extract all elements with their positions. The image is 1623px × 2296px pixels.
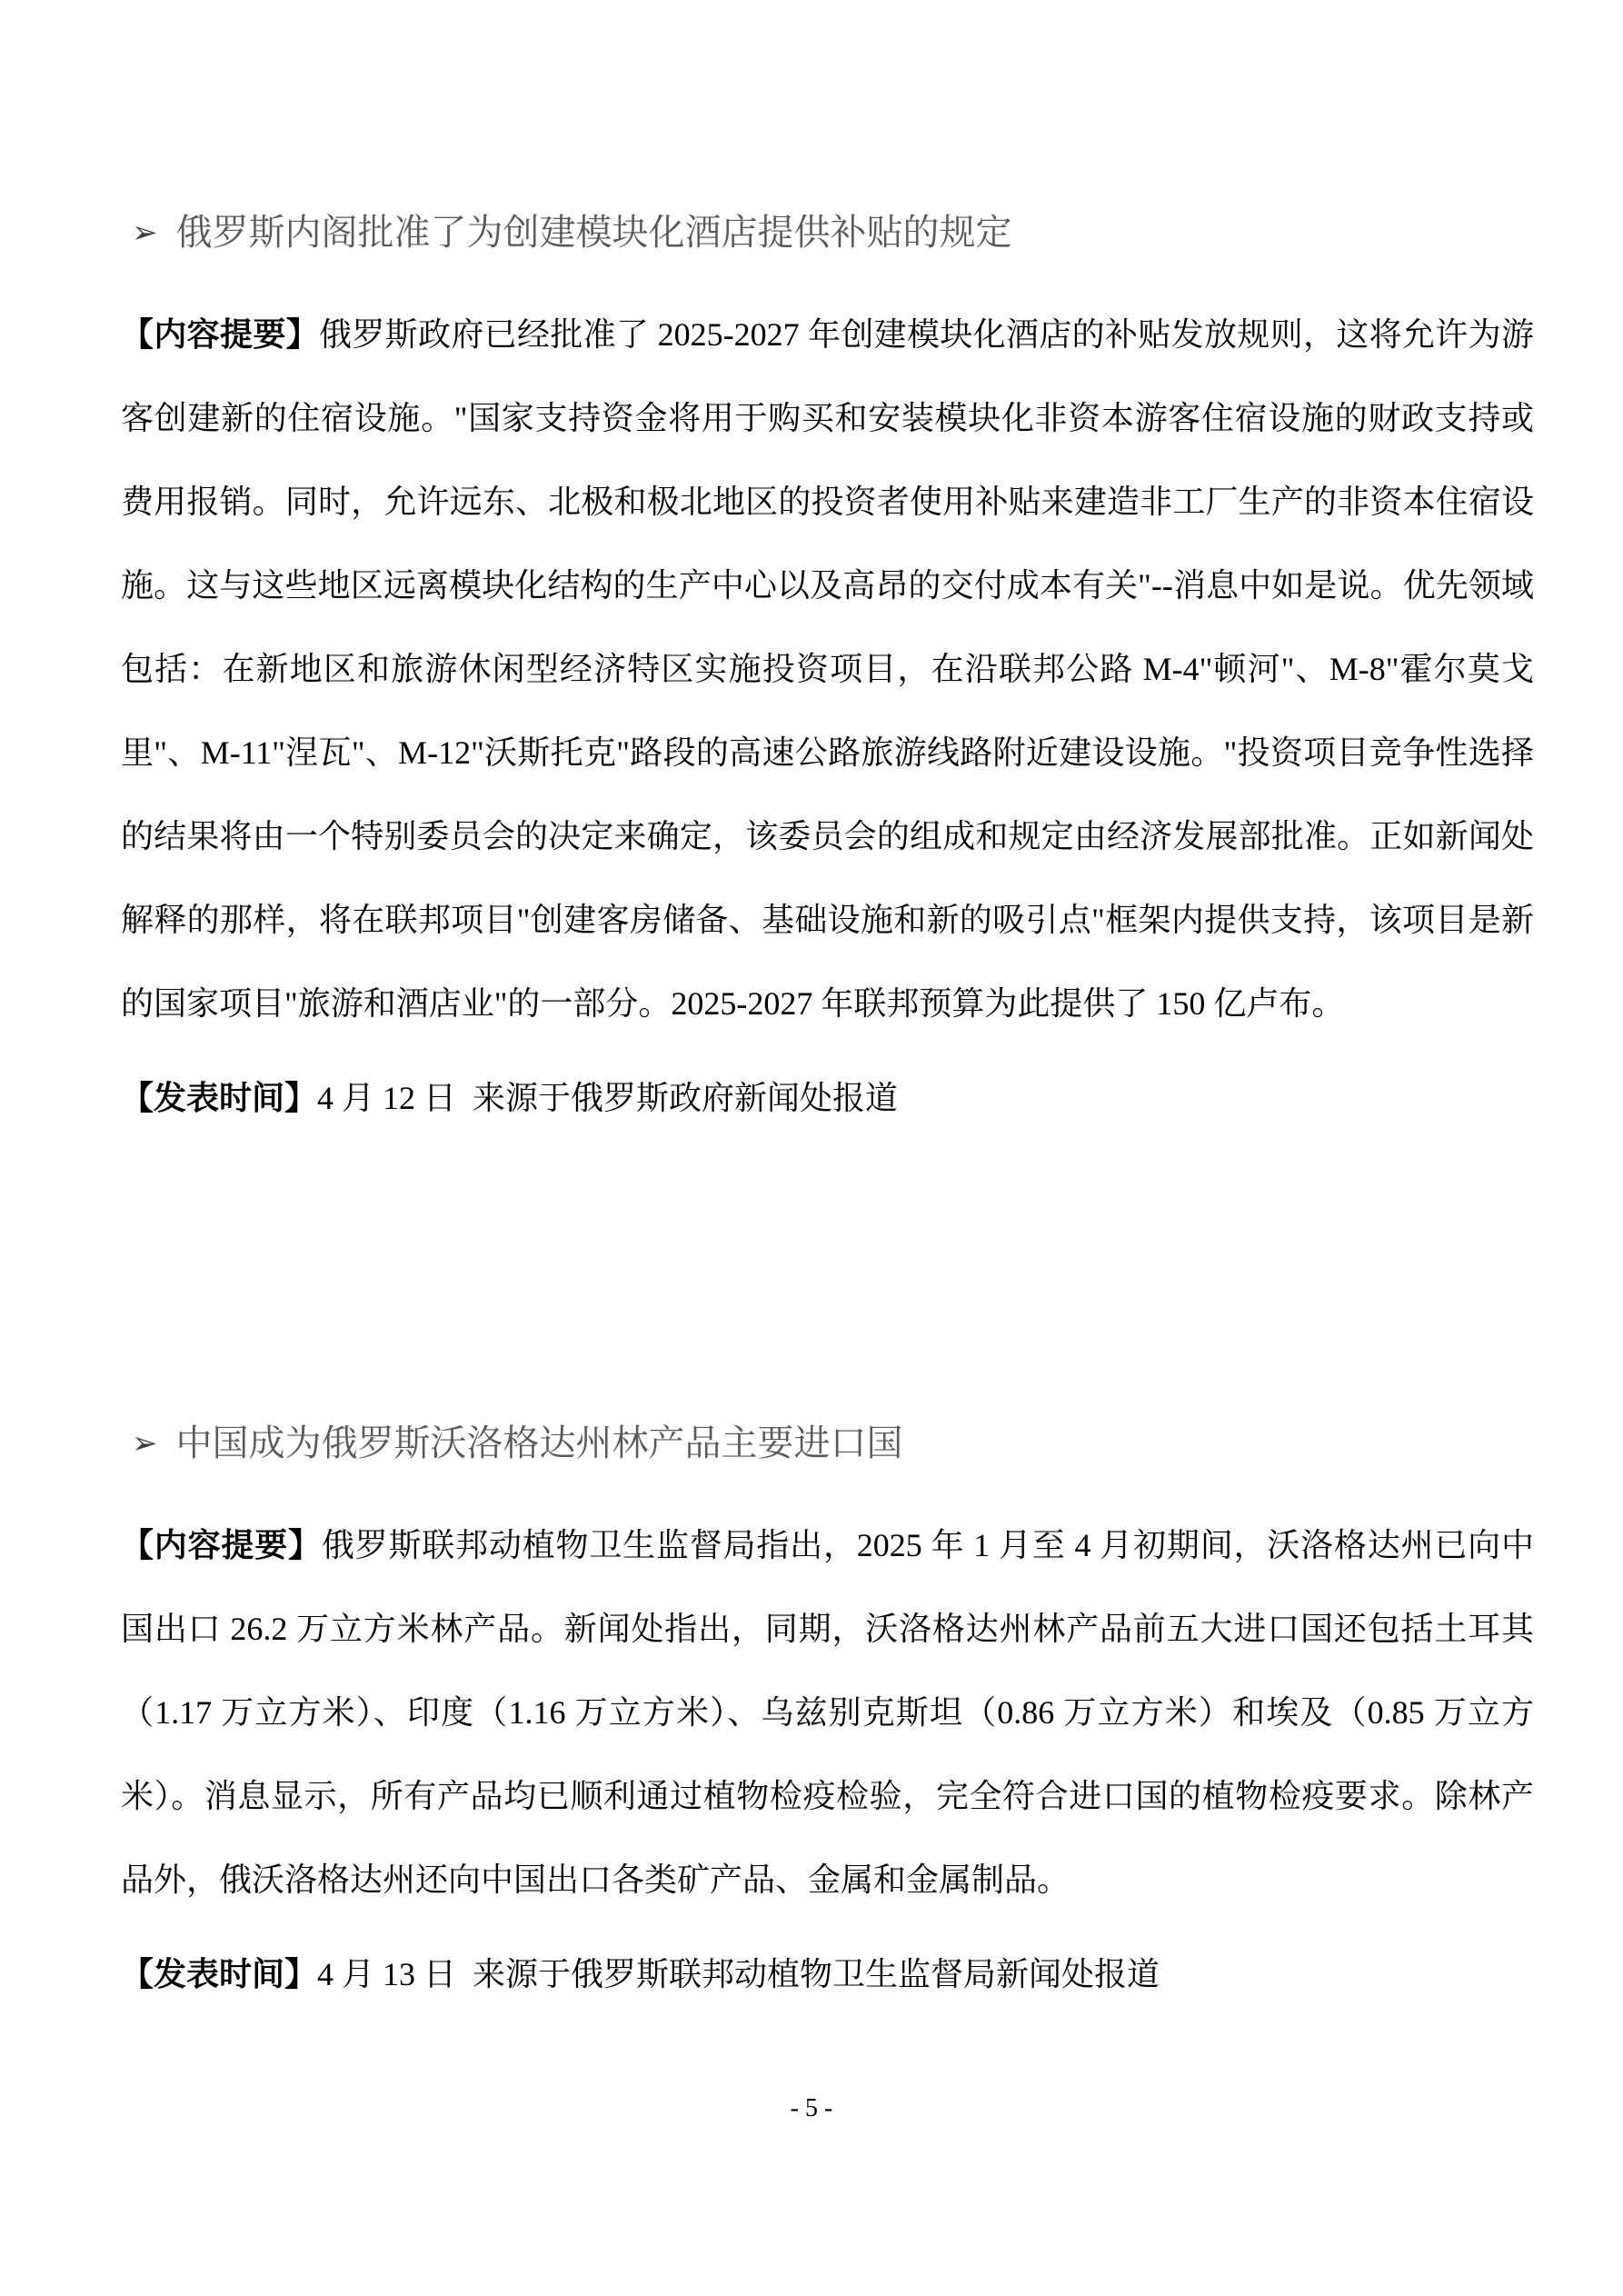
article-title: 中国成为俄罗斯沃洛格达州林产品主要进口国: [175, 1423, 903, 1463]
publish-date-text: 4 月 13 日 来源于俄罗斯联邦动植物卫生监督局新闻处报道: [317, 1956, 1160, 1992]
arrowhead-bullet-icon: ➢: [132, 1426, 158, 1461]
arrowhead-bullet-icon: ➢: [132, 215, 158, 250]
publish-date-line: [121, 1932, 1534, 2016]
summary-text: 俄罗斯政府已经批准了 2025-2027 年创建模块化酒店的补贴发放规则，这将允许为游客创建新的住宿设施。"国家支持资金将用于购买和安装模块化非资本游客住宿设施的财政支持或费用报销。同时，允许远东、北极和极北地区的投资者使用补贴来建造非工厂生产的非资本住宿设施。这与这些地区远离模块化结构的生产中心以及高昂的交付成本有关"--消息中如是说。优先领域包括：在新地区和旅游休闲型经济特区实施投资项目，在沿联邦公路 M-4"顿河"、M-8"霍尔莫戈里"、M-11"涅瓦"、M-12"沃斯托克"路段的高速公路旅游线路附近建设设施。"投资项目竞争性选择的结果将由一个特别委员会的决定来确定，该委员会的组成和规定由经济发展部批准。正如新闻处解释的那样，将在联邦项目"创建客房储备、基础设施和新的吸引点"框架内提供支持，该项目是新的国家项目"旅游和酒店业"的一部分。2025-2027 年联邦预算为此提供了 150 亿卢布。: [121, 316, 1534, 1022]
summary-paragraph: [121, 293, 1534, 1045]
article-title: 俄罗斯内阁批准了为创建模块化酒店提供补贴的规定: [175, 213, 1012, 253]
article-heading: [121, 207, 1534, 258]
article-modular-hotels: [121, 207, 1534, 1140]
page-number: - 5 -: [790, 2094, 833, 2122]
summary-label: 【内容提要】: [121, 316, 319, 353]
publish-date-label: 【发表时间】: [121, 1080, 318, 1116]
summary-label: 【内容提要】: [121, 1527, 322, 1563]
summary-paragraph: [121, 1503, 1534, 1922]
publish-date-line: [121, 1056, 1534, 1140]
article-vologda-forest: [121, 1418, 1534, 2016]
publish-date-text: 4 月 12 日 来源于俄罗斯政府新闻处报道: [317, 1080, 899, 1116]
summary-text: 俄罗斯联邦动植物卫生监督局指出，2025 年 1 月至 4 月初期间，沃洛格达州已向中国出口 26.2 万立方米林产品。新闻处指出，同期，沃洛格达州林产品前五大进口国还包括土耳其（1.17 万立方米）、印度（1.16 万立方米）、乌兹别克斯坦（0.86 万立方米）和埃及（0.85 万立方米）。消息显示，所有产品均已顺利通过植物检疫检验，完全符合进口国的植物检疫要求。除林产品外，俄沃洛格达州还向中国出口各类矿产品、金属和金属制品。: [121, 1527, 1534, 1898]
publish-date-label: 【发表时间】: [121, 1956, 318, 1992]
article-heading: [121, 1418, 1534, 1469]
